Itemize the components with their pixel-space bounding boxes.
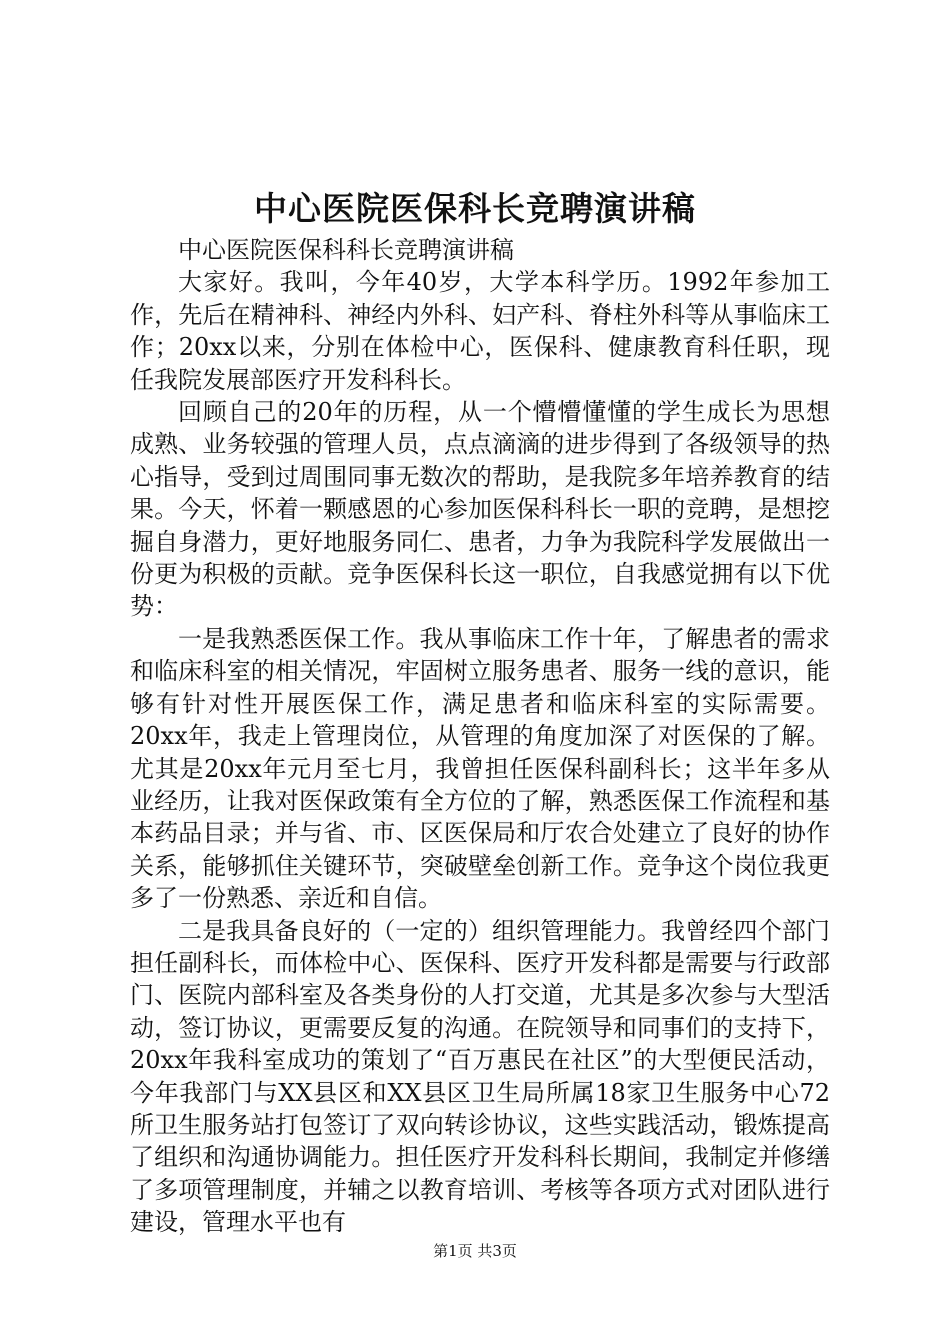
document-title: 中心医院医保科长竞聘演讲稿 — [254, 189, 696, 228]
advantage-one-paragraph: 一是我熟悉医保工作。我从事临床工作十年，了解患者的需求和临床科室的相关情况，牢固树立服务患者、服务一线的意识，能够有针对性开展医保工作，满足患者和临床科室的实际需要。20xx年，我走上管理岗位，从管理的角度加深了对医保的了解。尤其是20xx年元月至七月，我曾担任医保科副科长；这半年多从业经历，让我对医保政策有全方位的了解，熟悉医保工作流程和基本药品目录；并与省、市、区医保局和厅农合处建立了良好的协作关系，能够抓住关键环节，突破壁垒创新工作。竞争这个岗位我更多了一份熟悉、亲近和自信。 — [130, 624, 830, 913]
subtitle-paragraph: 中心医院医保科科长竞聘演讲稿 — [178, 236, 514, 264]
review-paragraph: 回顾自己的20年的历程，从一个懵懵懂懂的学生成长为思想成熟、业务较强的管理人员，点点滴滴的进步得到了各级领导的热心指导，受到过周围同事无数次的帮助，是我院多年培养教育的结果。今天，怀着一颗感恩的心参加医保科科长一职的竞聘，是想挖掘自身潜力，更好地服务同仁、患者，力争为我院科学发展做出一份更为积极的贡献。竞争医保科长这一职位，自我感觉拥有以下优势： — [130, 398, 830, 621]
page-footer: 第1页 共3页 — [433, 1242, 517, 1260]
document-body — [130, 234, 830, 1239]
intro-paragraph: 大家好。我叫，今年40岁，大学本科学历。1992年参加工作，先后在精神科、神经内外科、妇产科、脊柱外科等从事临床工作；20xx以来，分别在体检中心，医保科、健康教育科任职，现任我院发展部医疗开发科科长。 — [130, 268, 830, 394]
advantage-two-paragraph: 二是我具备良好的（一定的）组织管理能力。我曾经四个部门担任副科长，而体检中心、医保科、医疗开发科都是需要与行政部门、医院内部科室及各类身份的人打交道，尤其是多次参与大型活动，签订协议，更需要反复的沟通。在院领导和同事们的支持下，20xx年我科室成功的策划了“百万惠民在社区”的大型便民活动，今年我部门与XX县区和XX县区卫生局所属18家卫生服务中心72所卫生服务站打包签订了双向转诊协议，这些实践活动，锻炼提高了组织和沟通协调能力。担任医疗开发科科长期间，我制定并修缮了多项管理制度，并辅之以教育培训、考核等各项方式对团队进行建设，管理水平也有 — [130, 916, 830, 1237]
